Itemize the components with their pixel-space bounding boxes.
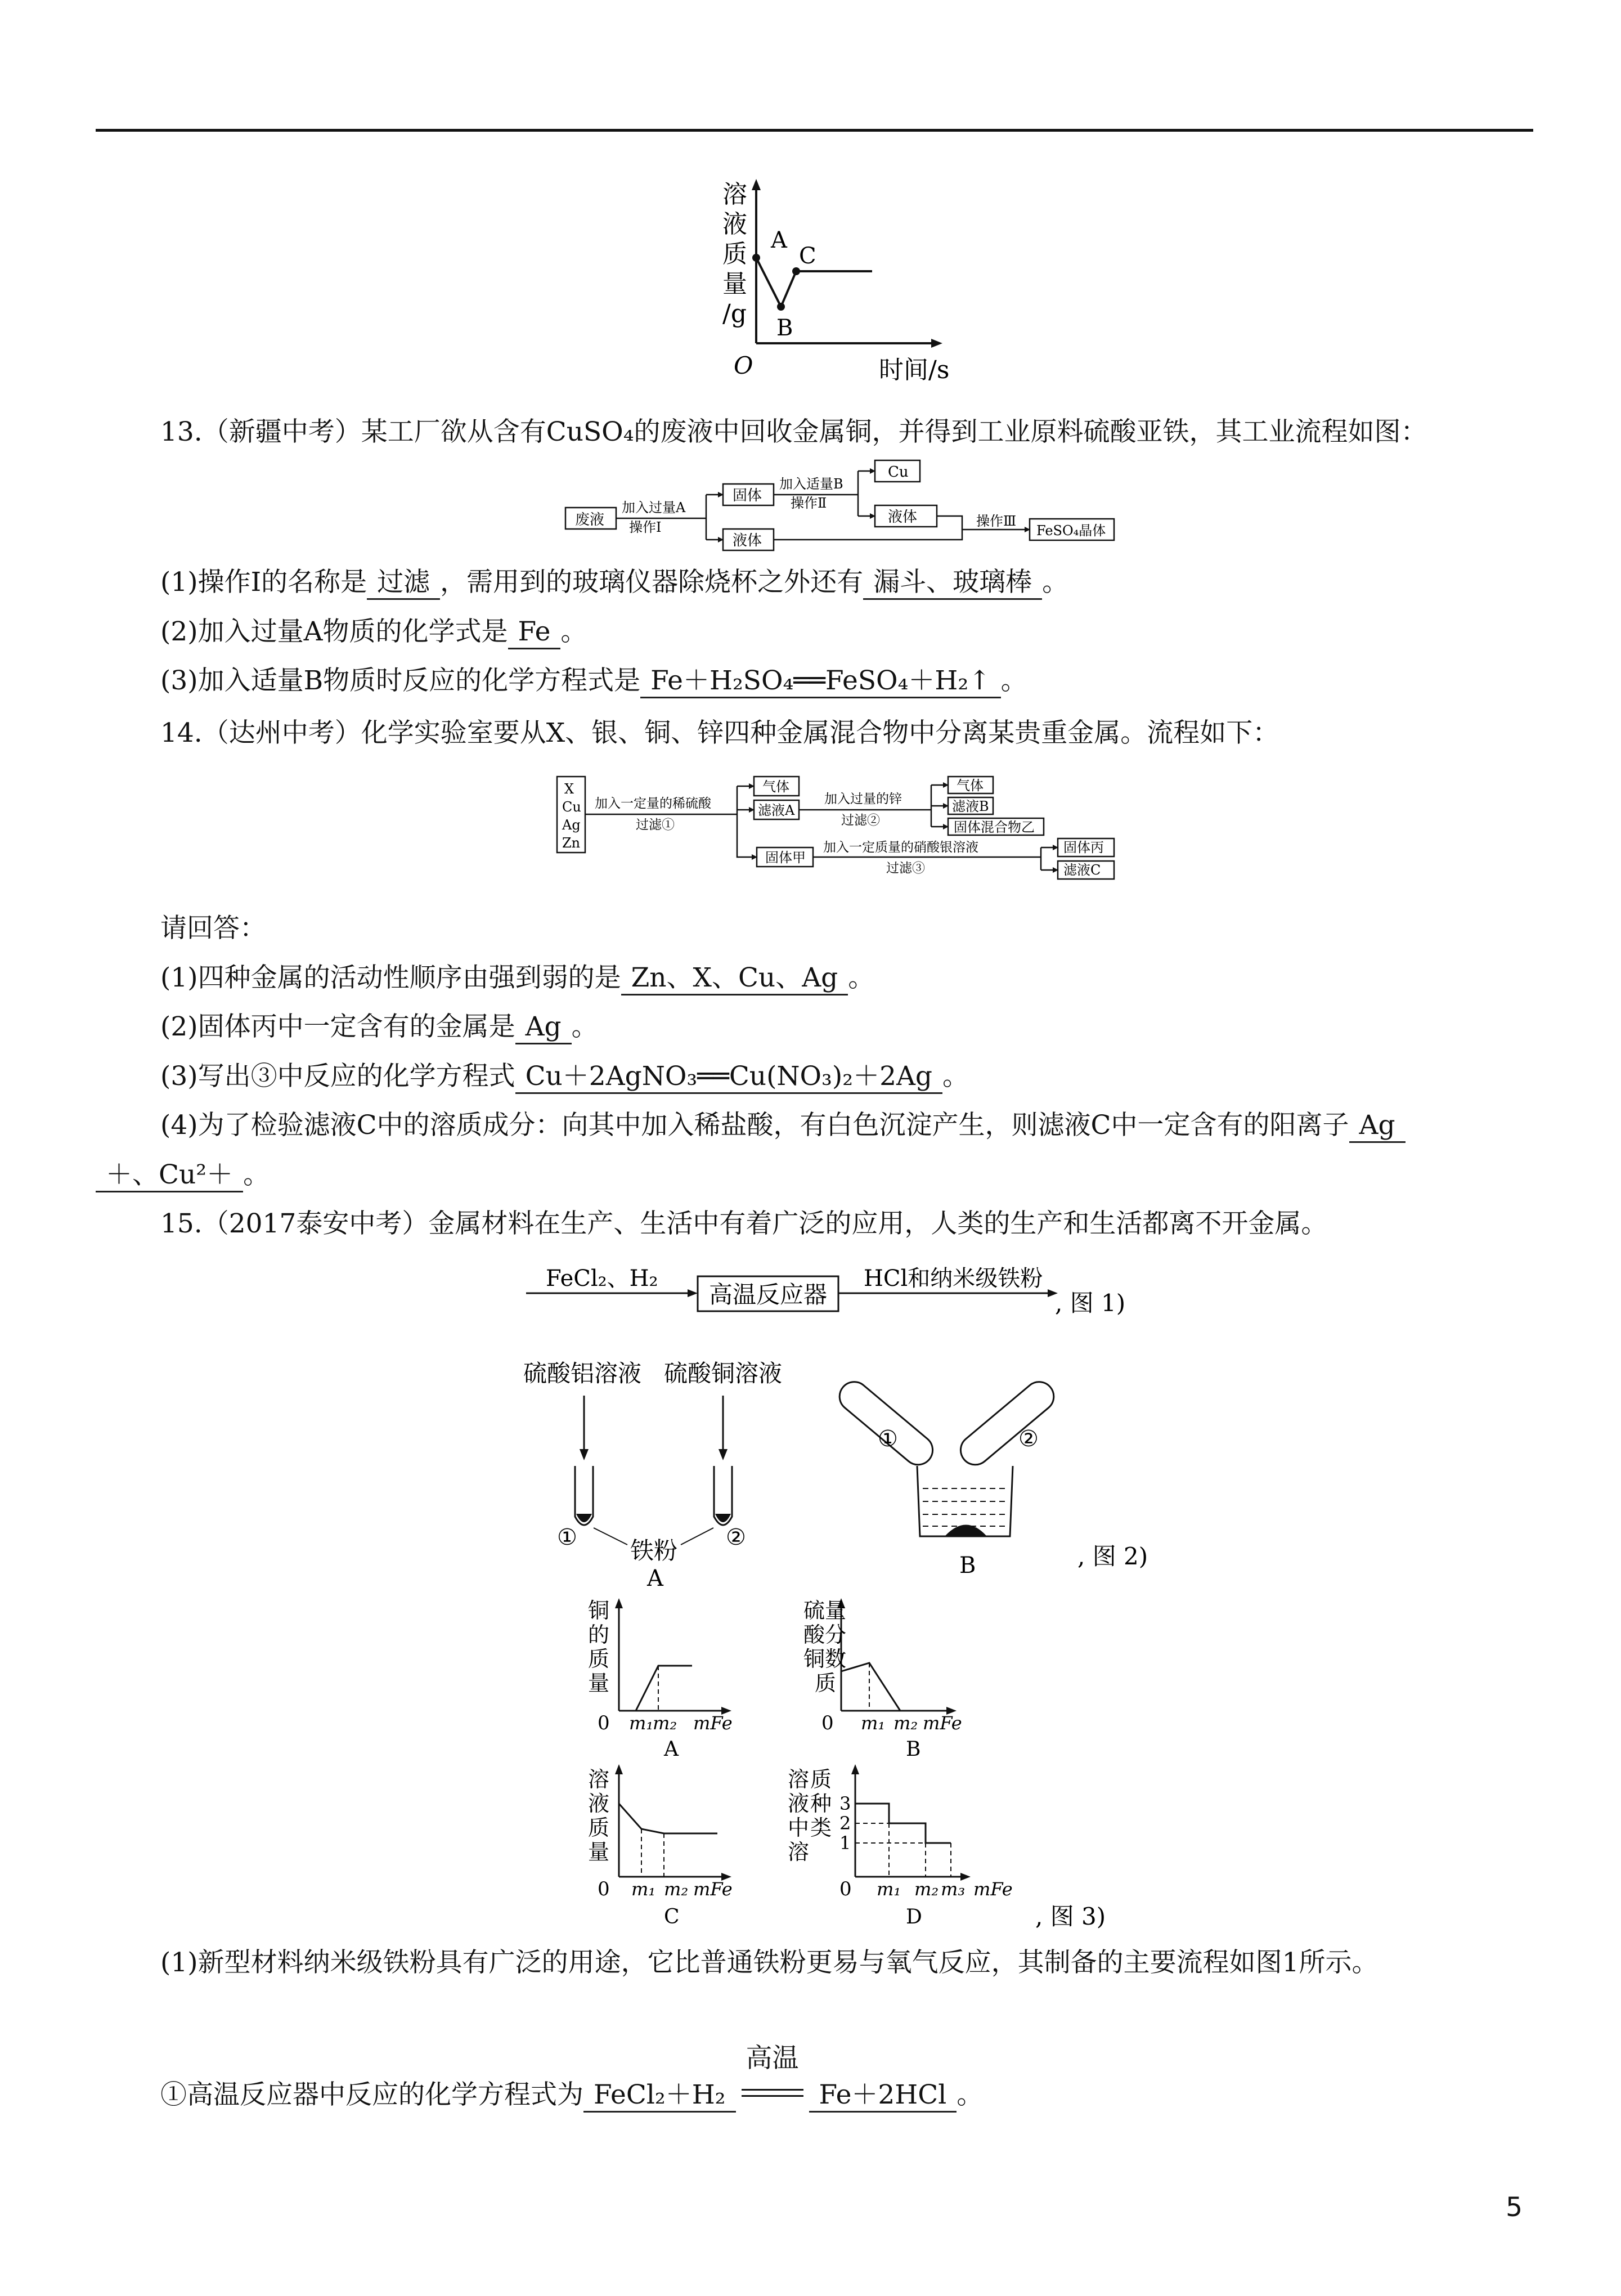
q14-answer-3: Cu＋2AgNO₃══Cu(NO₃)₂＋2Ag [515,1062,942,1094]
q14-sub2-end: 。 [571,1011,598,1042]
q15-stem: 15.（2017泰安中考）金属材料在生产、生活中有着广泛的应用，人类的生产和生活都离不开金属。 [160,1208,1328,1239]
fig3a-letter: A [664,1738,679,1761]
fig3b-zero: 0 [821,1712,834,1734]
flow-gas: 气体 [762,779,789,795]
fig3d-ylabel-5: 质 [810,1767,832,1792]
flow-filtrate-b: 滤液B [952,799,989,814]
page-number: 5 [1506,2192,1523,2223]
fig3d-m2: m₂ [914,1878,939,1900]
fig3a-xaxis: mFe [693,1712,733,1734]
fig3b-ylabel-5: 分 [825,1622,847,1647]
flow-waste: 废液 [575,512,605,528]
q13-sub3 [160,664,1027,698]
flow-filter2: 过滤② [841,813,880,828]
flow-mix-x: X [564,781,574,797]
fig3d-tick-1: 1 [839,1832,851,1854]
point-label-a: A [771,227,787,253]
flow-liquid2: 液体 [888,509,918,526]
flow-solid: 固体 [733,487,762,504]
graph-ylabel-3: 质 [722,240,747,268]
q14-sub1 [160,961,874,995]
fig3d-m1: m₁ [877,1878,901,1900]
fig1-caption: , 图 1) [1055,1289,1126,1317]
fig2-tube1-label: ① [557,1524,577,1550]
fig2-solution1: 硫酸铝溶液 [523,1360,642,1387]
flow-add-zn: 加入过量的锌 [824,792,902,806]
flow-op3: 操作Ⅲ [976,513,1017,529]
fig3d-ylabel-4: 溶 [788,1840,810,1864]
flow-op1: 操作Ⅰ [629,519,662,535]
q13-sub3-end: 。 [1000,665,1027,696]
graph-xlabel: 时间/s [879,356,950,384]
fig3b-ylabel-6: 数 [825,1647,847,1671]
fig3d-ylabel-1: 溶 [788,1767,810,1792]
q14-ask: 请回答： [160,913,266,944]
graph-origin: O [734,352,753,379]
fig3c-m1: m₁ [631,1878,656,1900]
q15-answer-1a: FeCl₂＋H₂ [583,2080,736,2113]
q14-sub4-end: 。 [243,1159,270,1190]
q13-answer-1a: 过滤 [367,568,440,600]
fig1-reactor: 高温反应器 [709,1281,828,1308]
fig3c-ylabel-1: 溶 [588,1767,610,1792]
flow-filtrate-c: 滤液C [1063,862,1101,878]
q15-sub1-1-pre: ①高温反应器中反应的化学方程式为 [160,2079,583,2110]
q13-sub2-end: 。 [560,616,587,647]
point-label-c: C [799,243,816,269]
fig3a-zero: 0 [598,1712,610,1734]
fig3a-ylabel-1: 铜 [588,1598,610,1623]
fig2-b-tube2-label: ② [1018,1426,1039,1452]
q14-flowchart [554,771,1128,884]
q14-sub3-end: 。 [942,1061,969,1092]
flow-solid-mix: 固体混合物乙 [954,819,1035,835]
flow-op2: 操作Ⅱ [791,495,827,511]
flow-mix-cu: Cu [562,799,581,815]
fig3d-tick-2: 2 [839,1813,851,1834]
condition-equals-sign [742,2089,803,2097]
flow-cu: Cu [888,464,909,481]
q14-sub4 [160,1109,1406,1143]
flow-solid-a: 固体甲 [765,850,806,866]
fig3c-ylabel-3: 质 [588,1815,610,1840]
fig3c-zero: 0 [598,1878,610,1900]
flow-filtrate-a: 滤液A [758,802,795,818]
flow-gas2: 气体 [957,778,984,793]
point-label-b: B [776,315,793,341]
graph-ylabel-4: 量 [722,270,747,298]
fig3d-letter: D [906,1905,922,1929]
flow-add-acid: 加入一定量的稀硫酸 [595,796,711,811]
fig3b-xaxis: mFe [923,1712,962,1734]
q14-sub4-cont [96,1158,270,1192]
q13-answer-1b: 漏斗、玻璃棒 [863,568,1042,600]
q13-flowchart [563,456,1125,554]
q13-sub2 [160,615,587,649]
fig3b-ylabel-3: 铜 [803,1647,825,1671]
q15-sub1-1-end: 。 [957,2079,984,2110]
fig3d-zero: 0 [839,1878,852,1900]
q14-answer-4b: ＋、Cu²＋ [96,1160,243,1192]
graph-ylabel-2: 液 [722,210,747,239]
fig3c-ylabel-2: 液 [588,1791,610,1816]
q14-sub2 [160,1010,598,1044]
q13-stem: 13.（新疆中考）某工厂欲从含有CuSO₄的废液中回收金属铜，并得到工业原料硫酸亚铁，其工业流程如图： [160,416,1427,447]
flow-liquid: 液体 [733,532,762,549]
flow-product: FeSO₄晶体 [1036,523,1106,539]
fig3d-xaxis: mFe [973,1878,1013,1900]
fig3a-m1: m₁ [629,1712,654,1734]
fig3a-ylabel-4: 量 [588,1671,610,1696]
fig3b-letter: B [906,1738,921,1761]
fig3b-m1: m₁ [861,1712,886,1734]
flow-filter1: 过滤① [636,818,675,832]
flow-filter3: 过滤③ [886,861,925,876]
fig3c-ylabel-4: 量 [588,1840,610,1864]
flow-mix-zn: Zn [562,835,581,851]
q15-figure1 [523,1261,1165,1328]
q14-sub1-pre: (1)四种金属的活动性顺序由强到弱的是 [160,962,621,993]
q13-answer-2: Fe [508,617,561,649]
q13-sub2-pre: (2)加入过量A物质的化学式是 [160,616,508,647]
q14-sub3 [160,1060,969,1094]
fig3a-m2: m₂ [653,1712,677,1734]
q14-answer-2: Ag [515,1012,572,1044]
q15-sub1: (1)新型材料纳米级铁粉具有广泛的用途，它比普通铁粉更易与氧气反应，其制备的主要流程如图1所示。 [160,1947,1378,1978]
fig2-letter-b: B [959,1553,976,1578]
fig3a-ylabel-2: 的 [588,1622,610,1647]
header-rule [96,129,1533,132]
fig3d-tick-3: 3 [839,1793,851,1814]
fig3b-m2: m₂ [893,1712,918,1734]
solution-mass-graph [715,174,985,388]
flow-solid-c: 固体丙 [1063,840,1104,855]
fig2-tube2-label: ② [726,1524,746,1550]
fig2-b-tube1-label: ① [878,1426,898,1452]
q13-answer-3: Fe＋H₂SO₄══FeSO₄＋H₂↑ [640,666,1000,698]
fig3d-ylabel-6: 种 [810,1791,832,1816]
q13-sub3-pre: (3)加入适量B物质时反应的化学方程式是 [160,665,641,696]
graph-ylabel-1: 溶 [722,180,747,209]
fig2-solution2: 硫酸铜溶液 [664,1360,783,1387]
flow-mix-ag: Ag [562,817,581,833]
fig3c-m2: m₂ [664,1878,689,1900]
graph-ylabel-5: /g [722,299,747,328]
q15-answer-1b: Fe＋2HCl [809,2080,957,2113]
fig2-letter-a: A [647,1566,663,1587]
q14-answer-1: Zn、X、Cu、Ag [621,963,848,995]
q15-figure3 [563,1593,1182,1930]
fig3c-xaxis: mFe [693,1878,733,1900]
q15-sub1-1 [160,2043,984,2113]
q14-sub1-end: 。 [848,962,875,993]
fig2-iron-powder: 铁粉 [630,1537,678,1564]
flow-add-b: 加入适量B [779,476,843,492]
q13-sub1-end: 。 [1042,567,1069,598]
fig3b-ylabel-2: 酸 [803,1622,825,1647]
q14-sub4-pre: (4)为了检验滤液C中的溶质成分：向其中加入稀盐酸，有白色沉淀产生，则滤液C中一定含有的阳离子 [160,1110,1349,1141]
fig3d-ylabel-7: 类 [810,1815,832,1840]
q15-figure2 [523,1351,1170,1587]
q13-sub1 [160,566,1068,600]
fig1-output: HCl和纳米级铁粉 [864,1266,1043,1292]
fig2-caption: , 图 2) [1077,1542,1148,1570]
condition-high-temp: 高温 [746,2043,799,2074]
fig3-caption: , 图 3) [1035,1903,1106,1930]
fig3d-ylabel-3: 中 [788,1815,810,1840]
fig3d-ylabel-2: 液 [788,1791,810,1816]
fig3b-ylabel-7: 质 [815,1671,837,1696]
reaction-condition [736,2043,809,2113]
q14-stem: 14.（达州中考）化学实验室要从X、银、铜、锌四种金属混合物中分离某贵重金属。流程如下： [160,718,1279,748]
q13-sub1-pre: (1)操作Ⅰ的名称是 [160,567,367,598]
fig3d-m3: m₃ [941,1878,966,1900]
fig3a-ylabel-3: 质 [588,1647,610,1671]
fig3c-letter: C [664,1905,680,1929]
q13-sub1-mid: ，需用到的玻璃仪器除烧杯之外还有 [440,567,864,598]
q14-sub3-pre: (3)写出③中反应的化学方程式 [160,1061,515,1092]
fig3b-ylabel-1: 硫 [803,1598,825,1623]
fig3b-ylabel-4: 量 [825,1598,847,1623]
flow-add-a: 加入过量A [622,500,686,515]
q14-answer-4a: Ag [1349,1111,1406,1143]
fig1-input: FeCl₂、H₂ [546,1266,658,1292]
q14-sub2-pre: (2)固体丙中一定含有的金属是 [160,1011,515,1042]
flow-add-agno3: 加入一定质量的硝酸银溶液 [823,840,978,855]
